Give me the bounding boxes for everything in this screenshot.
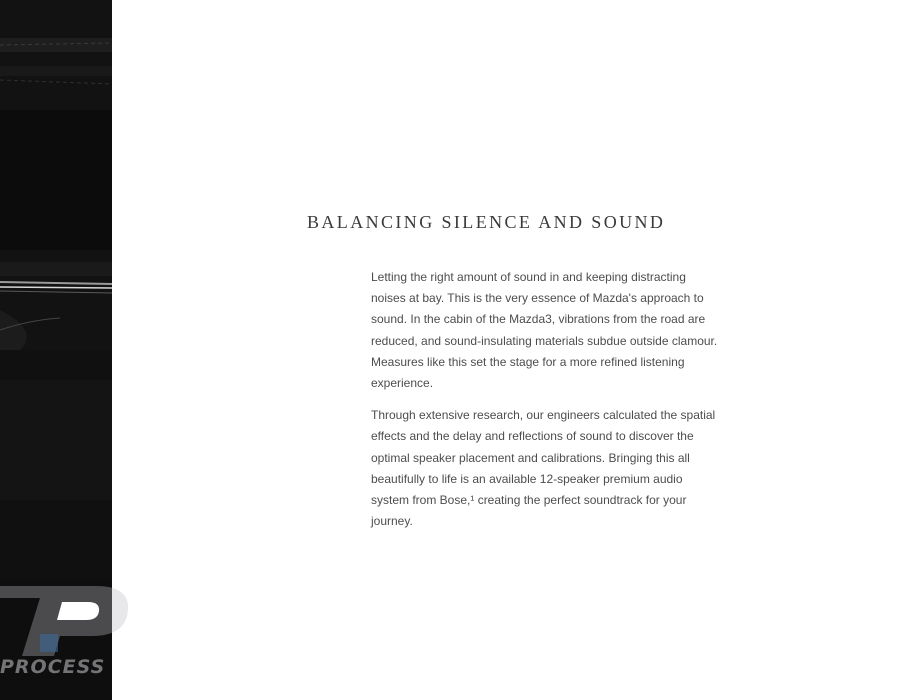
watermark-text: PROCESS bbox=[0, 656, 106, 678]
section-heading: BALANCING SILENCE AND SOUND bbox=[307, 212, 666, 232]
body-text bbox=[371, 267, 723, 543]
paragraph-1: Letting the right amount of sound in and keeping distracting noises at bay. This is the very essence of Mazda's approach to sound. In the cabin of the Mazda3, vibrations from the road are reduced, and sound-insulating materials subdue outside clamour. Measures like this set the stage for a more refined listening experience. bbox=[371, 270, 718, 391]
paragraph-2: Through extensive research, our engineers calculated the spatial effects and the delay and reflections of sound to discover the optimal speaker placement and calibrations. Bringing this all beautifully to life is an available 12-speaker premium audio system from Bose,¹ creating the perfect soundtrack for your journey. bbox=[371, 408, 716, 529]
